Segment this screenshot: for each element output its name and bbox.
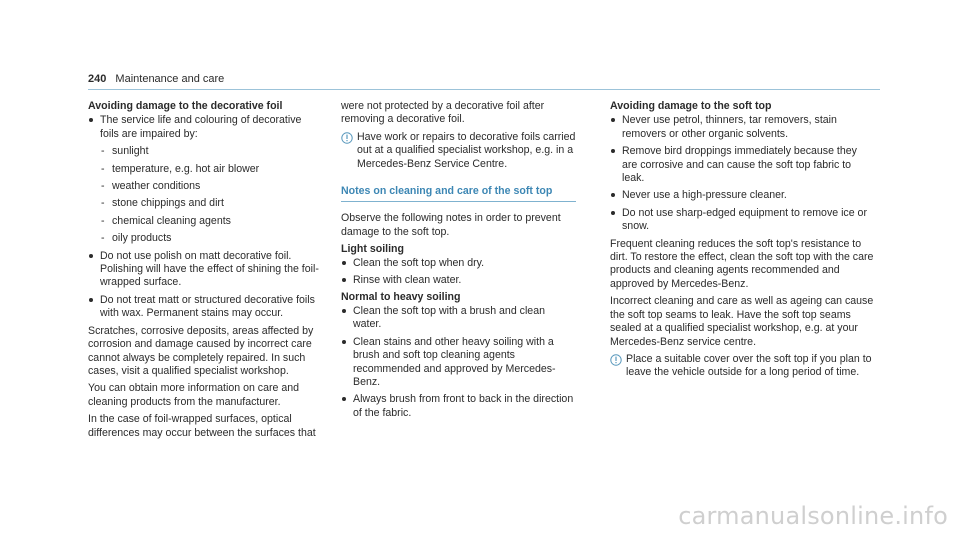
dash-item: - sunlight [88, 145, 320, 158]
bullet-item: Clean stains and other heavy soiling with a brush and soft top cleaning agents recommended and approved by Mercedes-Benz. [341, 336, 576, 390]
paragraph: Scratches, corrosive deposits, areas affected by corrosion and damage caused by incorrect care cannot always be completely repaired. In such cases, visit a qualified specialist workshop. [88, 324, 314, 377]
page-number: 240 [88, 73, 107, 85]
info-note [610, 353, 874, 380]
paragraph: You can obtain more information on care and cleaning products from the manufacturer. [88, 382, 300, 408]
dash-item: - stone chippings and dirt [88, 197, 320, 210]
subheading-heavy-soiling: Normal to heavy soiling [341, 291, 461, 304]
note-text: Have work or repairs to decorative foils carried out at a qualified specialist workshop, e.g. in a Mercedes-Benz Service Centre. [357, 130, 576, 170]
note-text: Place a suitable cover over the soft top if you plan to leave the vehicle outside for a long period of time. [626, 352, 872, 379]
bullet-item: Do not use sharp-edged equipment to remove ice or snow. [610, 207, 874, 234]
bullet-item: Clean the soft top with a brush and clean water. [341, 305, 576, 332]
heading-soft-top-damage: Avoiding damage to the soft top [610, 100, 772, 112]
dash-item: - chemical cleaning agents [88, 215, 320, 228]
bullet-item: Always brush from front to back in the direction of the fabric. [341, 393, 576, 420]
header-rule [88, 89, 880, 90]
paragraph: were not protected by a decorative foil after removing a decorative foil. [341, 100, 545, 126]
bullet-item: The service life and colouring of decorative foils are impaired by: [88, 114, 320, 141]
page-header [88, 73, 224, 86]
info-note-icon [341, 132, 353, 144]
info-note [341, 131, 576, 171]
column-2 [341, 100, 576, 424]
subheading-light-soiling: Light soiling [341, 243, 404, 256]
heading-decorative-foil: Avoiding damage to the decorative foil [88, 100, 283, 112]
paragraph: Frequent cleaning reduces the soft top's resistance to dirt. To restore the effect, clean the soft top with the care products and cleaning agents recommended and approved by Mercedes-Benz. [610, 237, 874, 290]
heading-soft-top-notes: Notes on cleaning and care of the soft top [341, 185, 576, 202]
paragraph: Incorrect cleaning and care as well as ageing can cause the soft top seams to leak. Have the soft top seams sealed at a qualified specialist workshop, e.g. at your Mercedes-Benz service centre. [610, 295, 874, 348]
info-note-icon [610, 354, 622, 366]
column-1 [88, 100, 320, 444]
bullet-item: Do not use polish on matt decorative foil. Polishing will have the effect of shining the foil-wrapped surface. [88, 250, 320, 290]
column-3 [610, 100, 874, 384]
paragraph: Observe the following notes in order to prevent damage to the soft top. [341, 212, 561, 238]
bullet-item: Never use a high-pressure cleaner. [610, 189, 874, 202]
bullet-item: Do not treat matt or structured decorative foils with wax. Permanent stains may occur. [88, 294, 320, 321]
section-title: Maintenance and care [115, 73, 225, 85]
bullet-item: Clean the soft top when dry. [341, 257, 576, 270]
bullet-item: Remove bird droppings immediately because they are corrosive and can cause the soft top fabric to leak. [610, 145, 874, 185]
dash-item: - oily products [88, 232, 320, 245]
bullet-item: Rinse with clean water. [341, 274, 576, 287]
watermark[interactable]: carmanualsonline.info [678, 502, 948, 530]
bullet-item: Never use petrol, thinners, tar removers, stain removers or other organic solvents. [610, 114, 874, 141]
paragraph: In the case of foil-wrapped surfaces, optical differences may occur between the surfaces that [88, 413, 316, 439]
dash-item: - weather conditions [88, 180, 320, 193]
dash-item: - temperature, e.g. hot air blower [88, 163, 320, 176]
